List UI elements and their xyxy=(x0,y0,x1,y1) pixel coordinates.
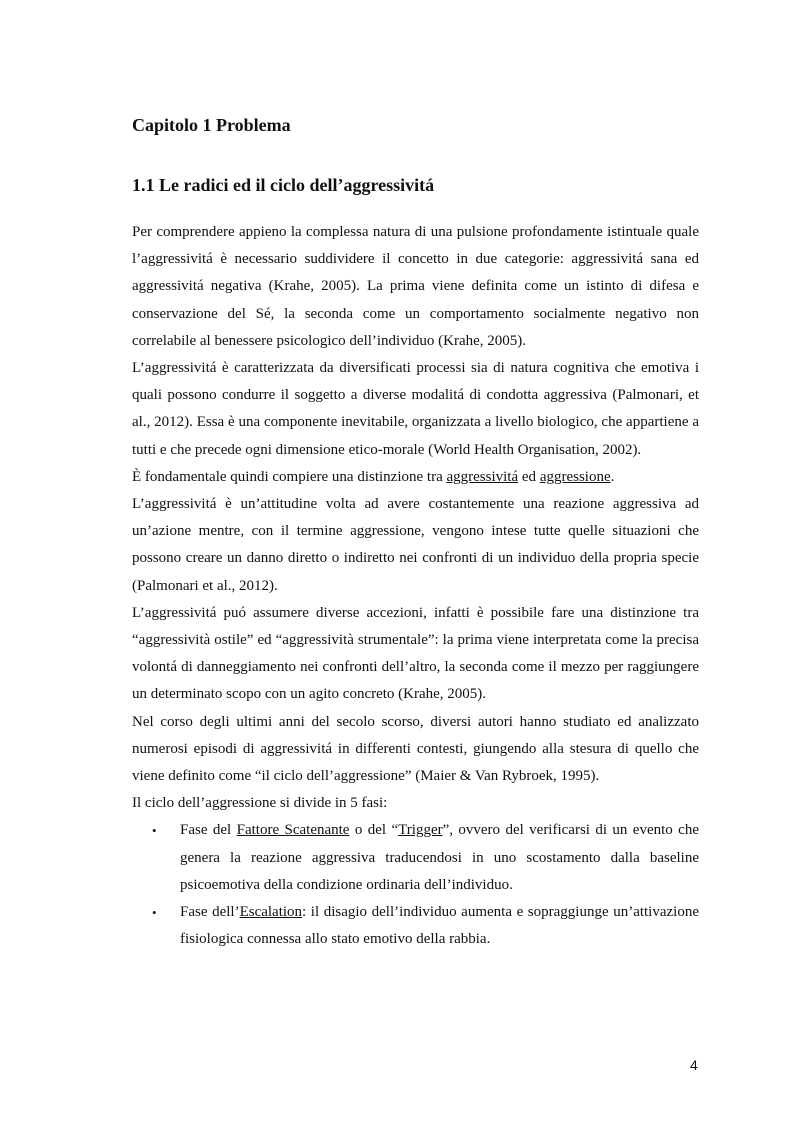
paragraph-1: Per comprendere appieno la complessa natura di una pulsione profondamente istintuale quale l’aggressivitá è necessario suddividere il concetto in due categorie: aggressivitá sana ed aggressivitá negativa (Krahe, 2005). La prima viene definita come un istinto di difesa e conservazione del Sé, la seconda come un comportamento socialmente negativo non correlabile al benessere psicologico dell’individuo (Krahe, 2005). xyxy=(132,224,699,349)
term-aggressivita: aggressivitá xyxy=(446,468,519,485)
bullet-icon: • xyxy=(152,905,157,921)
chapter-title: Capitolo 1 Problema xyxy=(132,115,291,135)
phases-list xyxy=(132,817,699,953)
paragraph-4: L’aggressivitá è un’attitudine volta ad avere costantemente una reazione aggressiva ad un’azione mentre, con il termine aggressione, vengono intese tutte quelle situazioni che possono creare un danno diretto o indiretto nei confronti di un individuo della propria specie (Palmonari et al., 2012). xyxy=(132,496,699,594)
paragraph-3-post: . xyxy=(610,468,615,485)
paragraph-6: Nel corso degli ultimi anni del secolo scorso, diversi autori hanno studiato ed analizzato numerosi episodi di aggressivitá in differenti contesti, giungendo alla stesura di quello che viene definito come “il ciclo dell’aggressione” (Maier & Van Rybroek, 1995). xyxy=(132,713,699,785)
list-item-phase-2 xyxy=(152,899,699,953)
body-text xyxy=(132,219,699,953)
list-item-phase-1 xyxy=(152,817,699,899)
paragraph-3-mid: ed xyxy=(518,468,540,485)
phase-2-pre: Fase dell’ xyxy=(180,904,240,921)
phase-1-pre: Fase del xyxy=(180,822,237,839)
page-number: 4 xyxy=(690,1057,698,1073)
section-title: 1.1 Le radici ed il ciclo dell’aggressivitá xyxy=(132,175,435,195)
term-escalation: Escalation xyxy=(239,904,303,921)
paragraph-5: L’aggressivitá puó assumere diverse accezioni, infatti è possibile fare una distinzione tra “aggressività ostile” ed “aggressività strumentale”: la prima viene interpretata come la precisa volontá di danneggiamento nei confronti dell’altro, la seconda come il mezzo per raggiungere un determinato scopo con un agito concreto (Krahe, 2005). xyxy=(132,604,699,703)
phase-1-mid: o del “ xyxy=(349,822,399,839)
term-aggressione: aggressione xyxy=(539,468,611,485)
paragraph-2: L’aggressivitá è caratterizzata da diversificati processi sia di natura cognitiva che emotiva i quali possono condurre il soggetto a diverse modalitá di condotta aggressiva (Palmonari, et al., 2012). Essa è una componente inevitabile, organizzata a livello biologico, che appartiene a tutti e che precede ogni dimensione etico-morale (World Health Organisation, 2002). xyxy=(132,360,699,458)
bullet-icon: • xyxy=(152,823,157,839)
paragraph-3 xyxy=(132,464,699,491)
phase-2-post: : il disagio dell’individuo aumenta e sopraggiunge un’attivazione fisiologica connessa allo stato emotivo della rabbia. xyxy=(180,904,699,948)
phase-1-post: ”, ovvero del verificarsi di un evento che genera la reazione aggressiva traducendosi in uno scostamento dalla baseline psicoemotiva della condizione ordinaria dell’individuo. xyxy=(180,822,699,893)
term-fattore-scatenante: Fattore Scatenante xyxy=(236,822,350,839)
term-trigger: Trigger xyxy=(398,822,443,839)
paragraph-3-pre: È fondamentale quindi compiere una distinzione tra xyxy=(132,468,447,485)
paragraph-7: Il ciclo dell’aggressione si divide in 5 fasi: xyxy=(132,795,388,812)
